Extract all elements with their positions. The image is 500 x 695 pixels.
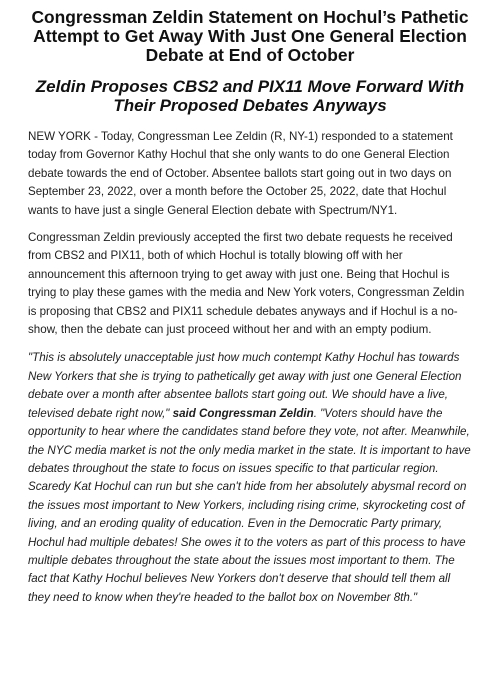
quote-paragraph: [28, 349, 472, 607]
body-paragraph-2: Congressman Zeldin previously accepted the first two debate requests he received from CBS2 and PIX11, both of which Hochul is totally blowing off with her announcement this afternoon trying to get away with just one. Being that Hochul is trying to play these games with the media and New York voters, Congressman Zeldin is proposing that CBS2 and PIX11 schedule debates anyways and if Hochul is a no-show, then the debate can just proceed without her and with an empty podium.: [28, 231, 465, 337]
body-paragraph-1: NEW YORK - Today, Congressman Lee Zeldin (R, NY-1) responded to a statement today from Governor Kathy Hochul that she only wants to do one General Election debate towards the end of October. Absentee ballots start going out in two days on September 23, 2022, over a month before the October 25, 2022, date that Hochul wants to have just a single General Election debate with Spectrum/NY1.: [28, 130, 453, 217]
quote-part-1: "This is absolutely unacceptable just how much contempt Kathy Hochul has towards New Yorkers that she is trying to pathetically get away with just one General Election debate over a month after absentee ballots start going out. We should have a live, televised debate right now,": [28, 351, 462, 420]
headline: Congressman Zeldin Statement on Hochul’s Pathetic Attempt to Get Away With Just One General Election Debate at End of October: [31, 7, 469, 65]
quote-attribution: said Congressman Zeldin: [172, 406, 314, 420]
quote-part-2: . "Voters should have the opportunity to hear where the candidates stand before they vote, not after. Meanwhile, the NYC media market is not the only media market in the state. It is important to have debates throughout the state to focus on issues specific to that particular region. Scaredy Kat Hochul can run but she can't hide from her absolutely abysmal record on the issues most important to New Yorkers, including rising crime, skyrocketing cost of living, and an eroding quality of education. Even in the Democratic Party primary, Hochul had multiple debates! She owes it to the voters as part of this process to have multiple debates throughout the state about the issues most important to them. The fact that Kathy Hochul believes New Yorkers don't deserve that should tell them all they need to know when they're headed to the ballot box on November 8th.": [28, 406, 471, 604]
subheadline: Zeldin Proposes CBS2 and PIX11 Move Forward With Their Proposed Debates Anyways: [35, 77, 465, 115]
